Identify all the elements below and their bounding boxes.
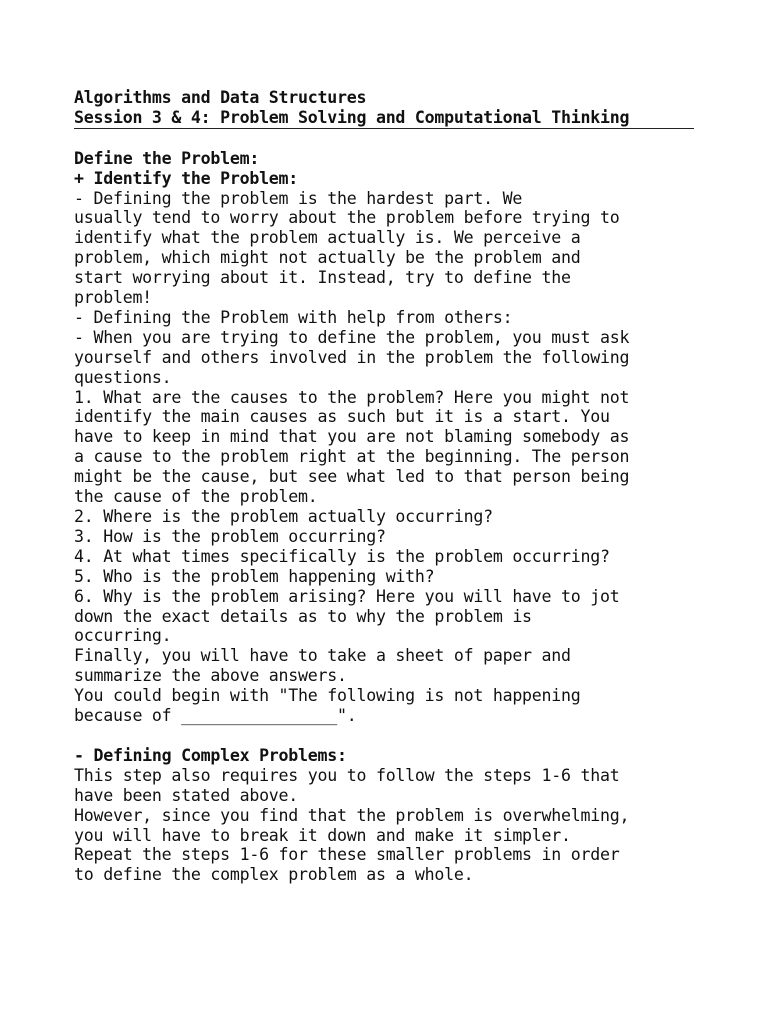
text-line: have been stated above.: [74, 785, 299, 805]
text-line: You could begin with "The following is not happening: [74, 686, 581, 706]
text-line: 2. Where is the problem actually occurring?: [74, 507, 493, 527]
text-line: 4. At what times specifically is the problem occurring?: [74, 546, 610, 566]
text-line: questions.: [74, 367, 172, 387]
text-line: have to keep in mind that you are not blaming somebody as: [74, 427, 630, 447]
text-line: Finally, you will have to take a sheet of paper and: [74, 646, 571, 666]
text-line: This step also requires you to follow the steps 1-6 that: [74, 765, 620, 785]
section-heading: Define the Problem:: [74, 148, 260, 168]
text-line: you will have to break it down and make it simpler.: [74, 825, 571, 845]
text-line: a cause to the problem right at the beginning. The person: [74, 447, 630, 467]
text-line: occurring.: [74, 626, 172, 646]
text-line: usually tend to worry about the problem before trying to: [74, 208, 620, 228]
section-subheading: + Identify the Problem:: [74, 168, 299, 188]
text-line: might be the cause, but see what led to that person being: [74, 467, 630, 487]
text-line: 6. Why is the problem arising? Here you will have to jot: [74, 586, 620, 606]
text-line: - Defining the problem is the hardest part. We: [74, 188, 523, 208]
text-line: down the exact details as to why the problem is: [74, 606, 532, 626]
text-line: yourself and others involved in the problem the following: [74, 347, 630, 367]
text-line: 3. How is the problem occurring?: [74, 526, 386, 546]
text-line: start worrying about it. Instead, try to define the: [74, 268, 571, 288]
text-line: because of ________________".: [74, 706, 357, 726]
section2-body: [74, 766, 694, 885]
text-line: the cause of the problem.: [74, 487, 318, 507]
text-line: problem!: [74, 288, 152, 308]
document-subtitle: Session 3 & 4: Problem Solving and Computational Thinking: [74, 107, 630, 127]
section1-body: [74, 189, 694, 726]
document-title: Algorithms and Data Structures: [74, 88, 367, 107]
blank-line: [74, 129, 694, 149]
section-heading-complex: - Defining Complex Problems:: [74, 745, 347, 765]
text-line: However, since you find that the problem is overwhelming,: [74, 805, 630, 825]
text-line: - When you are trying to define the problem, you must ask: [74, 327, 630, 347]
text-line: identify the main causes as such but it is a start. You: [74, 407, 610, 427]
text-line: problem, which might not actually be the problem and: [74, 248, 581, 268]
text-line: 5. Who is the problem happening with?: [74, 566, 435, 586]
document-page: [74, 88, 694, 885]
text-line: Repeat the steps 1-6 for these smaller problems in order: [74, 845, 620, 865]
text-line: 1. What are the causes to the problem? Here you might not: [74, 387, 630, 407]
blank-line: [74, 726, 694, 746]
text-line: summarize the above answers.: [74, 666, 347, 686]
text-line: - Defining the Problem with help from others:: [74, 307, 513, 327]
text-line: to define the complex problem as a whole.: [74, 865, 474, 885]
text-line: identify what the problem actually is. We perceive a: [74, 228, 581, 248]
